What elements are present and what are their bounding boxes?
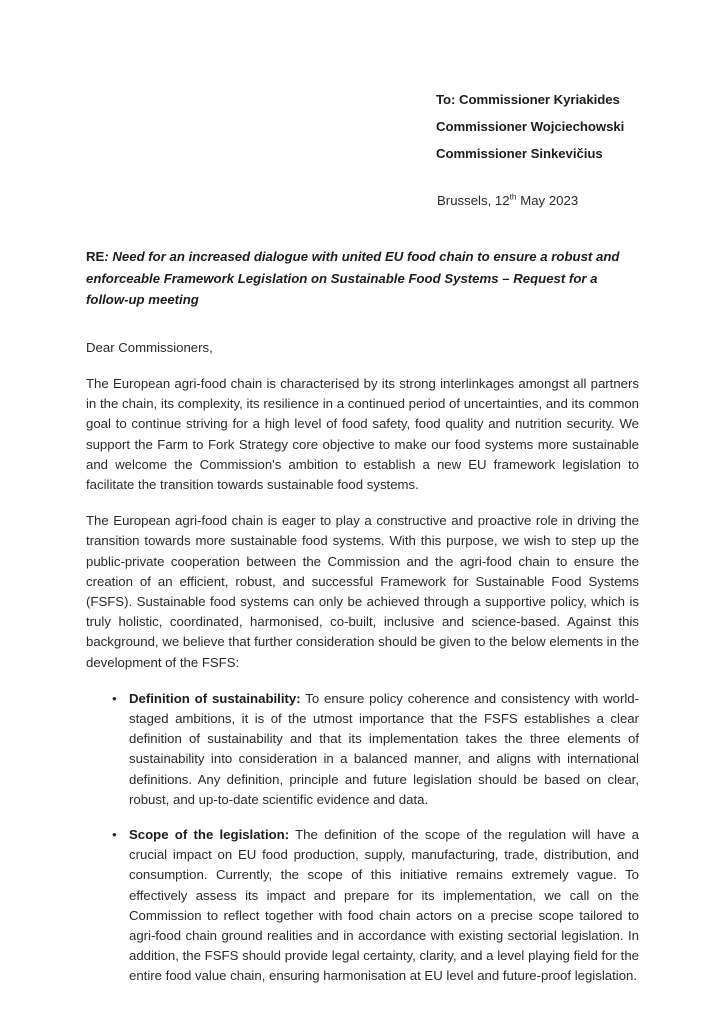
elements-list bbox=[86, 689, 639, 987]
date-ordinal-suffix: th bbox=[509, 191, 517, 202]
list-item-lead: Scope of the legislation: bbox=[129, 827, 290, 843]
place-date-rest: May 2023 bbox=[516, 193, 579, 208]
bullet-icon: • bbox=[112, 827, 117, 843]
list-item bbox=[86, 689, 639, 810]
letter-body bbox=[86, 338, 639, 987]
salutation: Dear Commissioners, bbox=[86, 340, 213, 355]
place-and-date bbox=[437, 191, 578, 211]
list-item-text: To ensure policy coherence and consistency with world-staged ambitions, it is of the utmost importance that the FSFS establishes a clear definition of sustainability and that its implementation takes the three elements of sustainability into consideration in a balanced manner, and aligns with international definitions. Any definition, principle and future legislation should be based on clear, robust, and up-to-date scientific evidence and data. bbox=[129, 690, 639, 807]
subject-line bbox=[86, 246, 640, 311]
list-item-text: The definition of the scope of the regulation will have a crucial impact on EU food production, supply, manufacturing, trade, distribution, and consumption. Currently, the scope of this initiative remains extremely vague. To effectively assess its impact and prepare for its implementation, we call on the Commission to reflect together with food chain actors on a precise scope tailored to agri-food chain ground realities and in accordance with existing sectorial legislation. In addition, the FSFS should provide legal certainty, clarity, and a level playing field for the entire food value chain, ensuring harmonisation at EU level and future-proof legislation. bbox=[129, 827, 640, 984]
subject-prefix: RE bbox=[86, 249, 105, 264]
subject-text: : Need for an increased dialogue with united EU food chain to ensure a robust and enforceable Framework Legislation on Sustainable Food Systems – Request for a follow-up meeting bbox=[86, 249, 620, 307]
place-date-place: Brussels, 12 bbox=[437, 193, 510, 208]
list-item bbox=[86, 825, 639, 987]
body-paragraph: The European agri-food chain is eager to play a constructive and proactive role in driving the transition towards more sustainable food systems. With this purpose, we wish to step up the public-private cooperation between the Commission and the agri-food chain to ensure the creation of an efficient, robust, and successful Framework for Sustainable Food Systems (FSFS). Sustainable food systems can only be achieved through a supportive policy, which is truly holistic, coordinated, harmonised, co-built, inclusive and science-based. Against this background, we believe that further consideration should be given to the below elements in the development of the FSFS: bbox=[86, 513, 639, 670]
list-item-lead: Definition of sustainability: bbox=[129, 690, 301, 706]
bullet-icon: • bbox=[112, 690, 117, 706]
body-paragraph: The European agri-food chain is characterised by its strong interlinkages amongst all partners in the chain, its complexity, its resilience in a continued period of uncertainties, and its common goal to continue striving for a high level of food safety, food quality and nutrition security. We support the Farm to Fork Strategy core objective to make our food systems more sustainable and welcome the Commission's ambition to establish a new EU framework legislation to facilitate the transition towards sustainable food systems. bbox=[86, 376, 639, 493]
addressee-block bbox=[436, 86, 696, 167]
addressee-line-2: Commissioner Wojciechowski bbox=[436, 119, 625, 134]
addressee-line-3: Commissioner Sinkevičius bbox=[436, 146, 603, 161]
addressee-line-1: To: Commissioner Kyriakides bbox=[436, 92, 620, 107]
